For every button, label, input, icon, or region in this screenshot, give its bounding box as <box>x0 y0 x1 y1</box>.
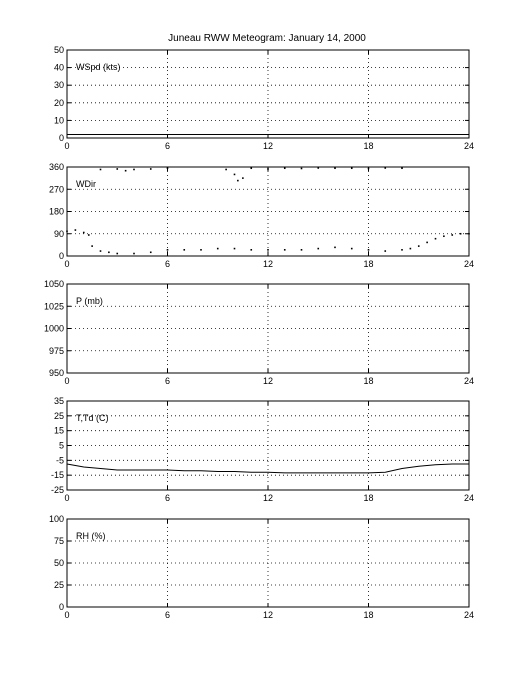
panel-wspd <box>54 45 474 151</box>
y-tick-label: 30 <box>53 80 64 91</box>
data-point <box>284 249 286 251</box>
x-tick-label: 12 <box>262 376 274 386</box>
y-tick-label: 50 <box>53 45 64 55</box>
x-tick-label: 18 <box>363 493 374 503</box>
y-tick-label: 15 <box>53 425 64 436</box>
x-tick-label: 6 <box>164 376 171 386</box>
data-point <box>183 249 185 251</box>
y-tick-label: 20 <box>53 97 64 108</box>
x-tick-label: 0 <box>64 376 70 386</box>
y-tick-label: 0 <box>58 251 64 261</box>
x-tick-label: 0 <box>64 610 70 620</box>
x-tick-label: 18 <box>363 610 374 620</box>
data-point <box>116 168 118 170</box>
data-point <box>108 251 110 253</box>
data-point <box>418 245 420 247</box>
y-tick-label: 50 <box>53 558 64 568</box>
y-tick-label: 0 <box>58 602 64 612</box>
data-point <box>250 167 252 169</box>
x-tick-label: 24 <box>463 141 475 151</box>
x-tick-label: 24 <box>463 610 475 620</box>
x-tick-label: 0 <box>64 493 70 503</box>
panels-container <box>44 45 474 620</box>
data-point <box>451 234 453 236</box>
data-point <box>83 232 85 234</box>
data-point <box>167 249 169 251</box>
y-tick-label: 1050 <box>43 279 64 289</box>
data-point <box>435 238 437 240</box>
data-point <box>401 167 403 169</box>
y-tick-label: 950 <box>48 368 64 378</box>
data-point <box>301 168 303 170</box>
y-tick-label: 360 <box>48 162 64 172</box>
y-tick-label: 1025 <box>43 301 64 312</box>
data-point <box>125 170 127 172</box>
data-point <box>88 234 90 236</box>
data-point <box>116 253 118 255</box>
y-tick-label: -5 <box>55 455 64 466</box>
y-tick-label: 90 <box>53 228 64 239</box>
x-tick-label: 6 <box>164 259 171 269</box>
data-point <box>100 250 102 252</box>
panel-pressure <box>44 279 474 386</box>
data-point <box>250 249 252 251</box>
data-point <box>284 167 286 169</box>
x-tick-label: 0 <box>64 259 70 269</box>
data-point <box>351 248 353 250</box>
y-tick-label: -25 <box>50 485 64 495</box>
data-point <box>368 249 370 251</box>
panel-label: P (mb) <box>76 296 103 306</box>
data-point <box>234 248 236 250</box>
data-point <box>150 251 152 253</box>
x-tick-label: 12 <box>262 259 274 269</box>
y-tick-label: 1000 <box>43 323 64 334</box>
data-point <box>351 167 353 169</box>
y-tick-label: -15 <box>50 470 64 481</box>
x-tick-label: 12 <box>262 610 274 620</box>
y-tick-label: 35 <box>53 396 64 406</box>
data-point <box>301 249 303 251</box>
panel-wdir <box>49 162 474 269</box>
data-point <box>237 180 239 182</box>
y-tick-label: 5 <box>58 440 64 451</box>
data-point <box>100 169 102 171</box>
data-point <box>267 249 269 251</box>
data-point <box>426 242 428 244</box>
x-tick-label: 24 <box>463 259 475 269</box>
meteogram-title: Juneau RWW Meteogram: January 14, 2000 <box>168 33 366 44</box>
data-point <box>334 247 336 249</box>
data-point <box>410 248 412 250</box>
panel-rh <box>49 514 474 620</box>
data-point <box>384 250 386 252</box>
data-point <box>225 169 227 171</box>
x-tick-label: 6 <box>164 141 171 151</box>
y-tick-label: 270 <box>48 184 64 195</box>
data-point <box>217 248 219 250</box>
data-point <box>150 168 152 170</box>
data-point <box>133 253 135 255</box>
data-point <box>317 248 319 250</box>
x-tick-label: 18 <box>363 141 374 151</box>
panel-label: WSpd (kts) <box>76 62 121 72</box>
data-point <box>133 169 135 171</box>
data-point <box>234 174 236 176</box>
data-point <box>200 249 202 251</box>
x-tick-label: 18 <box>363 376 374 386</box>
y-tick-label: 100 <box>48 514 64 524</box>
data-point <box>334 167 336 169</box>
x-tick-label: 12 <box>262 141 274 151</box>
data-point <box>91 245 93 247</box>
x-tick-label: 24 <box>463 493 475 503</box>
data-point <box>460 233 462 235</box>
y-tick-label: 180 <box>48 206 64 217</box>
y-tick-label: 0 <box>58 133 64 143</box>
x-tick-label: 12 <box>262 493 274 503</box>
data-point <box>401 249 403 251</box>
data-point <box>75 229 77 231</box>
x-tick-label: 24 <box>463 376 475 386</box>
y-tick-label: 40 <box>53 62 64 73</box>
y-tick-label: 975 <box>48 345 64 356</box>
x-tick-label: 0 <box>64 141 70 151</box>
panel-temp-dewpoint <box>51 396 474 503</box>
y-tick-label: 25 <box>53 410 64 421</box>
x-tick-label: 6 <box>164 493 171 503</box>
data-point <box>242 177 244 179</box>
y-tick-label: 25 <box>53 580 64 590</box>
x-tick-label: 6 <box>164 610 171 620</box>
panel-label: WDir <box>76 179 96 189</box>
panel-label: T,Td (C) <box>76 413 109 423</box>
y-tick-label: 10 <box>53 115 64 126</box>
y-tick-label: 75 <box>53 536 64 546</box>
x-tick-label: 18 <box>363 259 374 269</box>
data-point <box>443 235 445 237</box>
panel-label: RH (%) <box>76 531 106 541</box>
